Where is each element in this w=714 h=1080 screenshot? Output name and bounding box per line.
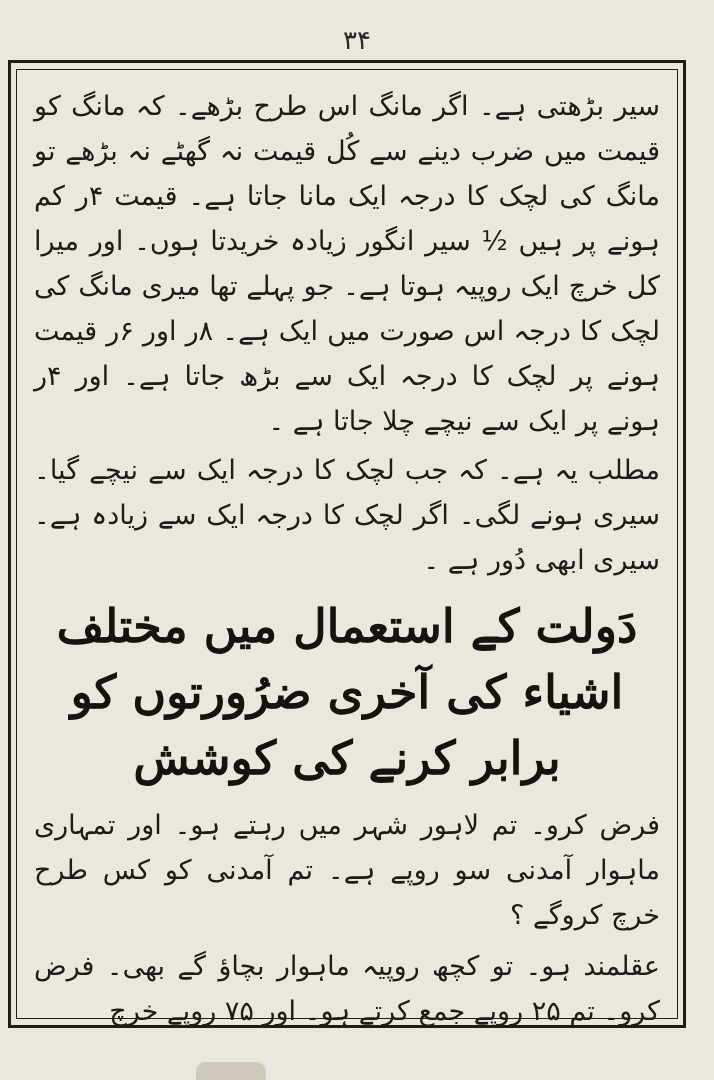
paragraph-elasticity: سیر بڑھتی ہے۔ اگر مانگ اس طرح بڑھے۔ کہ مانگ کو قیمت میں ضرب دینے سے کُل قیمت نہ گھٹے نہ بڑھے تو مانگ کی لچک کا درجہ ایک مانا جاتا ہے۔ قیمت ۴ر کم ہونے پر ہیں ½ سیر انگور زیادہ خریدتا ہوں۔ اور میرا کل خرچ ایک روپیہ ہوتا ہے۔ جو پہلے تھا میری مانگ کی لچک کا درجہ اس صورت میں ایک ہے۔ ۸ر اور ۶ر قیمت ہونے پر لچک کا درجہ ایک سے بڑھ جاتا ہے۔ اور ۴ر ہونے پر ایک سے نیچے چلا جاتا ہے ۔ bbox=[34, 91, 660, 437]
page-edge-mark bbox=[196, 1062, 266, 1080]
paragraph-saving: عقلمند ہو۔ تو کچھ روپیہ ماہوار بچاؤ گے بھی۔ فرض کرو۔ تم ۲۵ روپے جمع کرتے ہو۔ اور ۷۵ روپے خرچ bbox=[34, 951, 660, 1027]
page-content bbox=[34, 84, 660, 1034]
page-number: ۳۴ bbox=[343, 26, 371, 56]
section-heading: دَولت کے استعمال میں مختلف اشیاء کی آخری ضرُورتوں کو برابر کرنے کی کوشش bbox=[56, 599, 638, 785]
paragraph-meaning: مطلب یہ ہے۔ کہ جب لچک کا درجہ ایک سے نیچے گیا۔ سیری ہونے لگی۔ اگر لچک کا درجہ ایک سے زیادہ ہے۔ سیری ابھی دُور ہے ۔ bbox=[34, 455, 660, 576]
paragraph-suppose: فرض کرو۔ تم لاہور شہر میں رہتے ہو۔ اور تمہاری ماہوار آمدنی سو روپے ہے۔ تم آمدنی کو کس طرح خرچ کروگے ؟ bbox=[34, 810, 660, 931]
